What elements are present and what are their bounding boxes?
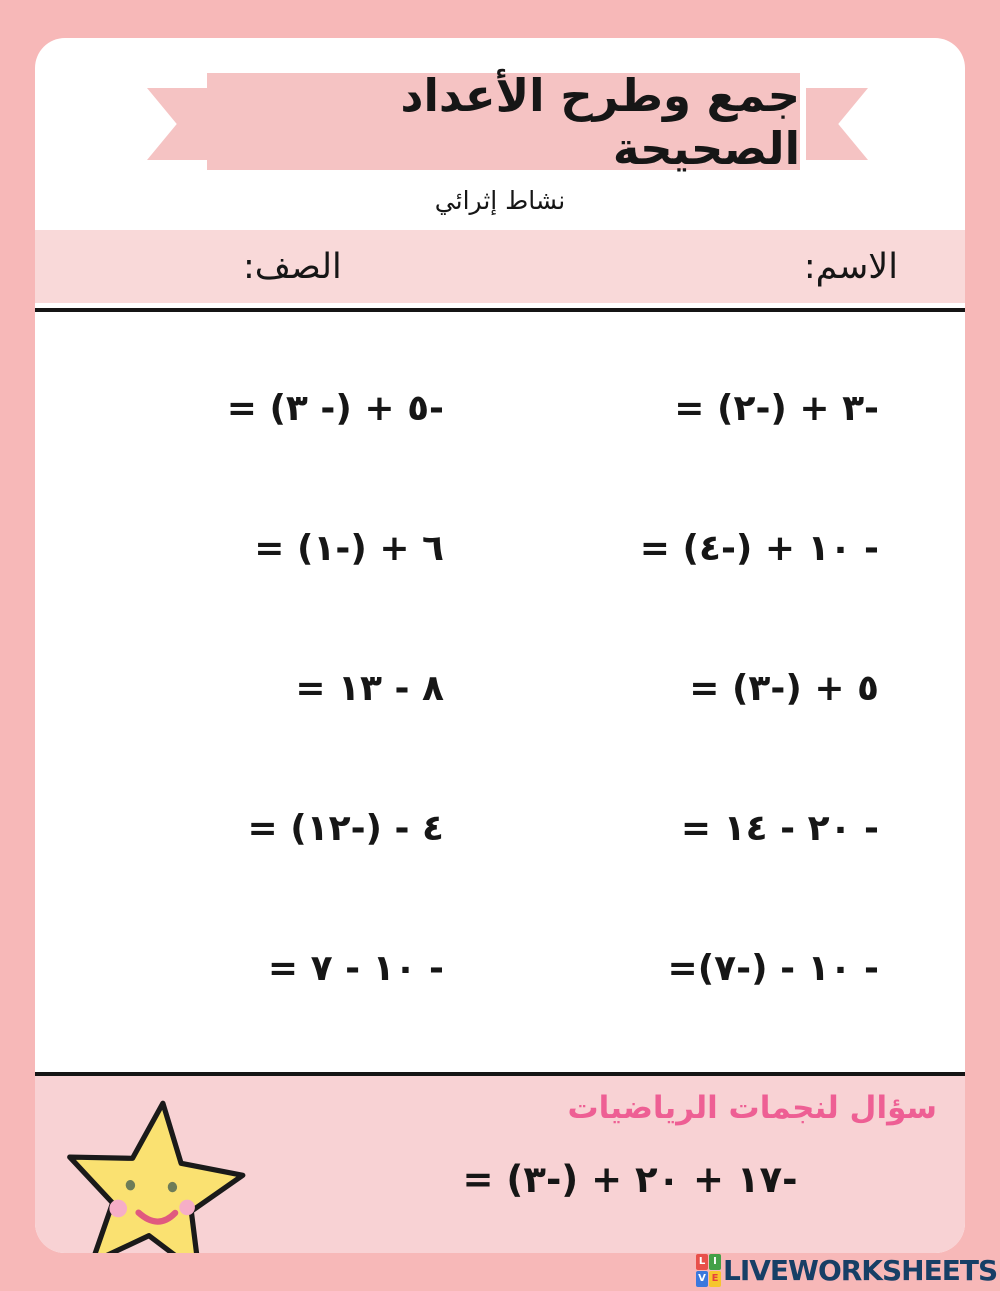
page-subtitle: نشاط إثرائي: [434, 186, 566, 215]
ribbon-tail-right: [806, 88, 868, 160]
ribbon-tail-left: [147, 88, 209, 160]
problems-grid: [35, 312, 965, 1072]
problem-left-3: ٨ - ١٣ =: [295, 667, 444, 709]
page-title: جمع وطرح الأعداد الصحيحة: [400, 68, 800, 175]
logo-tile-i: I: [709, 1254, 721, 1270]
title-banner: [207, 68, 800, 175]
problem-left-4: ٤ - (-١٢) =: [247, 807, 444, 849]
problem-left-5: - ١٠ - ٧ =: [267, 947, 444, 989]
problem-left-2: ٦ + (-١) =: [254, 527, 444, 569]
problem-right-3: ٥ + (-٣) =: [689, 667, 879, 709]
problem-right-1: -٣ + (-٢) =: [674, 387, 879, 429]
logo-tile-l: L: [696, 1254, 708, 1270]
bonus-problem: -١٧ + ٢٠ + (-٣) =: [462, 1158, 798, 1201]
problem-right-2: - ١٠ + (-٤) =: [639, 527, 879, 569]
logo-tile-e: E: [709, 1271, 721, 1287]
class-field-label: الصف:: [243, 246, 342, 287]
liveworksheets-tiles-icon: [696, 1254, 721, 1287]
smiling-star-icon: [49, 1082, 257, 1253]
liveworksheets-wordmark: LIVEWORKSHEETS: [723, 1253, 998, 1287]
bonus-heading: سؤال لنجمات الرياضيات: [567, 1090, 937, 1126]
name-class-strip: [35, 230, 965, 303]
logo-tile-v: V: [696, 1271, 708, 1287]
problem-right-4: - ٢٠ - ١٤ =: [680, 807, 879, 849]
bonus-section: [35, 1076, 965, 1253]
worksheet-card: [35, 38, 965, 1253]
problem-right-5: - ١٠ - (-٧)=: [667, 947, 879, 989]
liveworksheets-logo[interactable]: [696, 1251, 997, 1289]
problem-left-1: -٥ + (- ٣) =: [226, 387, 444, 429]
name-field-label: الاسم:: [803, 246, 898, 287]
